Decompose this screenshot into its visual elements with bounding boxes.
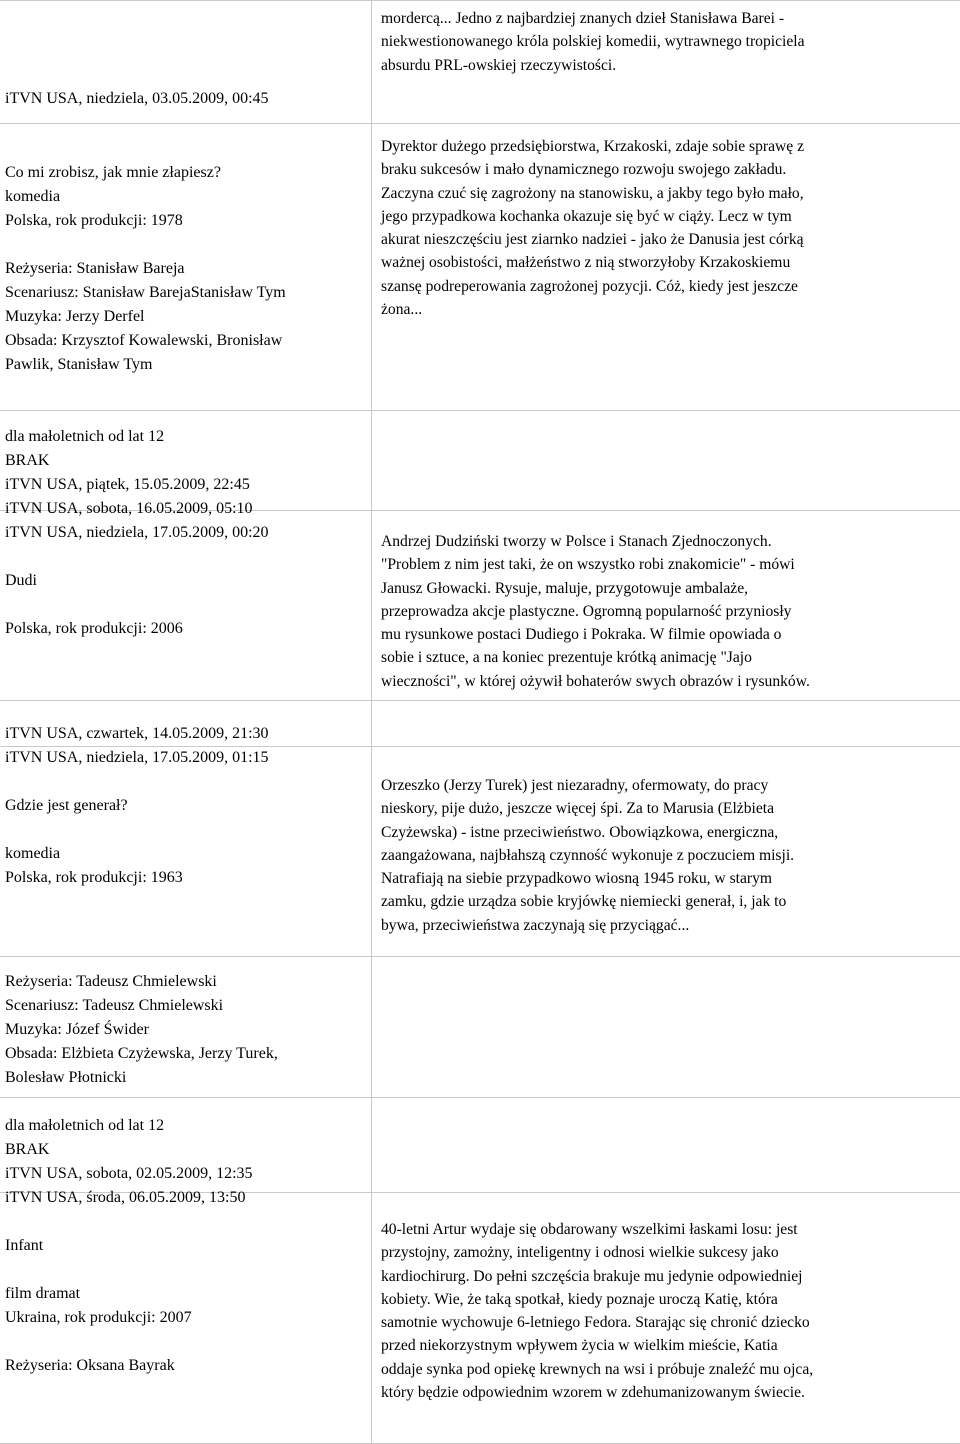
description-line: przystojny, zamożny, inteligentny i odnosi wielkie sukcesy jako	[381, 1244, 779, 1262]
spacer-line	[5, 770, 269, 794]
film-production: Polska, rok produkcji: 1978	[5, 212, 183, 229]
description-line: niekwestionowanego króla polskiej komedii, wytrawnego tropiciela	[381, 33, 805, 51]
description-line: Janusz Głowacki. Rysuje, maluje, przygotowuje ambalaże,	[381, 579, 749, 597]
description-line: kardiochirurg. Do pełni szczęścia brakuje mu jedynie odpowiedniej	[381, 1267, 803, 1285]
broadcast-line: iTVN USA, czwartek, 14.05.2009, 21:30	[5, 725, 269, 742]
description-line: sobie i sztuce, a na koniec prezentuje krótką animację "Jajo	[381, 649, 752, 667]
description-line: nieskory, pije dużo, jeszcze więcej śpi. Za to Marusia (Elżbieta	[381, 800, 775, 818]
description-line: mu rysunkowe postaci Dudiego i Pokraka. W filmie opowiada o	[381, 626, 782, 644]
film-title: Dudi	[5, 572, 37, 589]
film-genre: film dramat	[5, 1285, 81, 1302]
film-description	[381, 7, 805, 77]
broadcast-schedule-block	[5, 87, 269, 111]
description-line: oddaje synka pod opiekę krewnych na wsi i próbuje znaleźć mu ojca,	[381, 1360, 814, 1378]
description-line: Dyrektor dużego przedsiębiorstwa, Krzakoski, zdaje sobie sprawę z	[381, 138, 805, 155]
description-line: żona...	[381, 301, 423, 319]
rating-note: BRAK	[5, 1141, 50, 1158]
description-line: Orzeszko (Jerzy Turek) jest niezaradny, ofermowaty, do pracy	[381, 777, 769, 794]
description-line: bywa, przeciwieństwa zaczynają się przyciągać...	[381, 916, 690, 934]
film-director: Reżyseria: Stanisław Bareja	[5, 260, 185, 277]
rating-note: BRAK	[5, 452, 50, 469]
film-cast: Obsada: Krzysztof Kowalewski, Bronisław	[5, 332, 283, 349]
description-line: mordercą... Jedno z najbardziej znanych dzieł Stanisława Barei -	[381, 10, 785, 27]
description-line: ważnej osobistości, małżeństwo z nią stworzyłoby Krzakoskiemu	[381, 254, 791, 272]
film-title: Gdzie jest generał?	[5, 797, 128, 814]
spacer-line	[5, 593, 269, 617]
broadcast-line: iTVN USA, niedziela, 17.05.2009, 01:15	[5, 749, 269, 766]
broadcast-line: iTVN USA, niedziela, 03.05.2009, 00:45	[5, 90, 269, 107]
description-line: "Problem z nim jest taki, że on wszystko robi znakomicie" - mówi	[381, 556, 795, 574]
film-screenplay: Scenariusz: Tadeusz Chmielewski	[5, 997, 224, 1014]
film-music: Muzyka: Józef Świder	[5, 1021, 149, 1038]
row-divider	[0, 0, 960, 1]
film-music: Muzyka: Jerzy Derfel	[5, 308, 145, 325]
film-info-block	[5, 161, 286, 377]
age-rating: dla małoletnich od lat 12	[5, 428, 165, 445]
film-title: Co mi zrobisz, jak mnie złapiesz?	[5, 164, 221, 181]
description-line: który będzie odpowiednim wzorem w zdehumanizowanym świecie.	[381, 1384, 805, 1402]
row-divider	[0, 410, 960, 411]
age-rating: dla małoletnich od lat 12	[5, 1117, 165, 1134]
film-cast: Obsada: Elżbieta Czyżewska, Jerzy Turek,	[5, 1045, 278, 1062]
film-director: Reżyseria: Oksana Bayrak	[5, 1357, 175, 1374]
film-production: Polska, rok produkcji: 2006	[5, 620, 183, 637]
spacer-line	[5, 1210, 253, 1234]
description-line: przeprowadza akcje plastyczne. Ogromną popularność przyniosły	[381, 602, 792, 620]
description-line: absurdu PRL-owskiej rzeczywistości.	[381, 56, 617, 74]
film-info-block	[5, 1114, 253, 1378]
broadcast-line: iTVN USA, środa, 06.05.2009, 13:50	[5, 1189, 246, 1206]
film-genre: komedia	[5, 845, 61, 862]
spacer-line	[5, 1258, 253, 1282]
description-line: kobiety. Wie, że taką spotkał, kiedy poznaje uroczą Katię, która	[381, 1290, 778, 1308]
description-line: braku sukcesów i mało dynamicznego rozwoju swojego zakładu.	[381, 161, 787, 179]
description-line: Zaczyna czuć się zagrożony na stanowisku, a jakby tego było mało,	[381, 184, 804, 202]
film-title: Infant	[5, 1237, 44, 1254]
film-description	[381, 135, 804, 321]
row-divider	[0, 123, 960, 124]
row-divider	[0, 700, 960, 701]
film-description	[381, 1218, 813, 1404]
film-genre: komedia	[5, 188, 61, 205]
film-description	[381, 774, 794, 937]
row-divider	[0, 956, 960, 957]
film-production: Ukraina, rok produkcji: 2007	[5, 1309, 192, 1326]
description-line: zaangażowana, najbłahszą czynność wykonuje z poczuciem misji.	[381, 846, 795, 864]
film-info-block	[5, 425, 269, 641]
film-director: Reżyseria: Tadeusz Chmielewski	[5, 973, 217, 990]
spacer-line	[5, 545, 269, 569]
description-line: 40-letni Artur wydaje się obdarowany wszelkimi łaskami losu: jest	[381, 1221, 798, 1238]
description-line: samotnie wychowuje 6-letniego Fedora. Starając się chronić dziecko	[381, 1314, 810, 1332]
description-line: akurat nieszczęściu jest ziarnko nadziei - jako że Danusia jest córką	[381, 231, 804, 249]
film-screenplay: Scenariusz: Stanisław BarejaStanisław Tym	[5, 284, 286, 301]
broadcast-line: iTVN USA, niedziela, 17.05.2009, 00:20	[5, 524, 269, 541]
film-description	[381, 530, 810, 693]
spacer-line	[5, 818, 269, 842]
description-line: Andrzej Dudziński tworzy w Polsce i Stanach Zjednoczonych.	[381, 533, 772, 550]
row-divider	[0, 1097, 960, 1098]
description-line: zamku, gdzie urządza sobie kryjówkę niemiecki generał, i, jak to	[381, 893, 787, 911]
broadcast-line: iTVN USA, sobota, 02.05.2009, 12:35	[5, 1165, 253, 1182]
description-line: szansę podreperowania zagrożonej pozycji. Cóż, kiedy jest jeszcze	[381, 277, 798, 295]
broadcast-line: iTVN USA, sobota, 16.05.2009, 05:10	[5, 500, 253, 517]
film-cast-cont: Bolesław Płotnicki	[5, 1069, 127, 1086]
film-info-block	[5, 722, 269, 890]
description-line: wieczności", w której ożywił bohaterów swych obrazów i rysunków.	[381, 672, 810, 690]
description-line: przed niekorzystnym wpływem życia w wielkim mieście, Katia	[381, 1337, 778, 1355]
film-credits-block	[5, 970, 278, 1090]
description-line: jego przypadkowa kochanka okazuje się być w ciąży. Lecz w tym	[381, 207, 792, 225]
description-line: Czyżewska) - istne przeciwieństwo. Obowiązkowa, energiczna,	[381, 823, 779, 841]
broadcast-line: iTVN USA, piątek, 15.05.2009, 22:45	[5, 476, 250, 493]
description-line: Natrafiają na siebie przypadkowo wiosną 1945 roku, w starym	[381, 870, 773, 888]
spacer-line	[5, 233, 286, 257]
film-production: Polska, rok produkcji: 1963	[5, 869, 183, 886]
column-divider	[371, 0, 372, 1444]
spacer-line	[5, 1330, 253, 1354]
film-cast-cont: Pawlik, Stanisław Tym	[5, 356, 153, 373]
